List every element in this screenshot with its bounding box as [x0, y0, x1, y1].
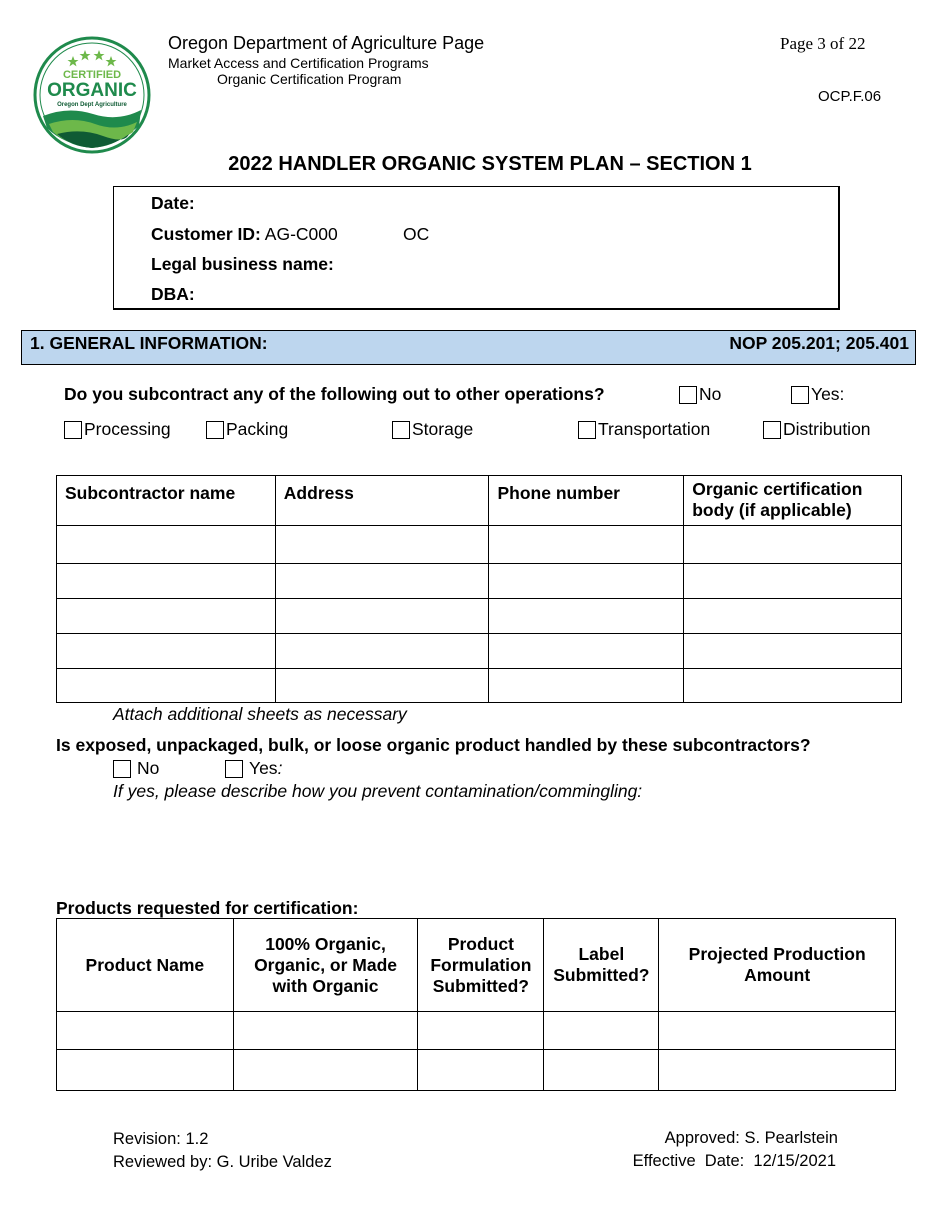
checkbox-icon[interactable]: [225, 760, 243, 778]
footer-reviewed-by: Reviewed by: G. Uribe Valdez: [113, 1153, 332, 1171]
page-number: Page 3 of 22: [780, 34, 866, 53]
footer-revision: Revision: 1.2: [113, 1130, 209, 1148]
table-row: [57, 526, 902, 564]
table-row: [57, 634, 902, 669]
checkbox-icon[interactable]: [763, 421, 781, 439]
table-cell[interactable]: [275, 526, 489, 564]
col-label-submitted: Label Submitted?: [544, 919, 659, 1012]
table-cell[interactable]: [275, 599, 489, 634]
col-certification-body: Organic certification body (if applicable): [684, 476, 902, 526]
products-label: Products requested for certification:: [56, 898, 359, 918]
col-phone-number: Phone number: [489, 476, 684, 526]
checkbox-icon[interactable]: [791, 386, 809, 404]
table-cell[interactable]: [275, 669, 489, 703]
exposed-yes-label: Yes: [249, 758, 278, 778]
customer-id-value: AG-C000: [264, 224, 338, 244]
processing-label: Processing: [84, 419, 171, 439]
table-row: [57, 669, 902, 703]
checkbox-icon[interactable]: [578, 421, 596, 439]
checkbox-icon[interactable]: [206, 421, 224, 439]
products-table: [56, 918, 896, 1091]
table-cell[interactable]: [684, 599, 902, 634]
table-cell[interactable]: [659, 1050, 896, 1091]
header-subtitle-programs: Market Access and Certification Programs: [168, 55, 429, 71]
table-cell[interactable]: [489, 564, 684, 599]
table-cell[interactable]: [233, 1012, 418, 1050]
transportation-checkbox[interactable]: [578, 419, 710, 440]
table-cell[interactable]: [684, 634, 902, 669]
subcontract-yes-checkbox[interactable]: [791, 384, 844, 405]
table-cell[interactable]: [659, 1012, 896, 1050]
table-cell[interactable]: [57, 564, 276, 599]
section-title: 1. GENERAL INFORMATION:: [30, 333, 268, 353]
table-cell[interactable]: [489, 599, 684, 634]
table-cell[interactable]: [57, 1050, 234, 1091]
logo-organic-text: ORGANIC: [47, 80, 137, 101]
exposed-yes-checkbox[interactable]: [225, 758, 282, 779]
table-cell[interactable]: [418, 1012, 544, 1050]
subcontractor-table: [56, 475, 902, 703]
table-cell[interactable]: [544, 1012, 659, 1050]
table-cell[interactable]: [57, 634, 276, 669]
contamination-description-prompt: If yes, please describe how you prevent contamination/commingling:: [113, 781, 643, 801]
table-cell[interactable]: [57, 1012, 234, 1050]
col-address: Address: [275, 476, 489, 526]
header-title: Oregon Department of Agriculture Page: [168, 33, 485, 53]
table-row: [57, 1050, 896, 1091]
table-cell[interactable]: [57, 599, 276, 634]
processing-checkbox[interactable]: [64, 419, 171, 440]
document-title: 2022 HANDLER ORGANIC SYSTEM PLAN – SECTION 1: [228, 153, 752, 175]
distribution-label: Distribution: [783, 419, 871, 439]
header-subtitle-organic: Organic Certification Program: [217, 71, 402, 87]
subcontract-question: Do you subcontract any of the following out to other operations?: [64, 384, 605, 404]
exposed-no-checkbox[interactable]: [113, 758, 159, 779]
customer-id-suffix: OC: [403, 224, 430, 244]
table-cell[interactable]: [57, 526, 276, 564]
subcontract-no-label: No: [699, 384, 722, 404]
identification-box: [113, 186, 840, 310]
checkbox-icon[interactable]: [679, 386, 697, 404]
col-formulation-submitted: Product Formulation Submitted?: [418, 919, 544, 1012]
exposed-no-label: No: [137, 758, 160, 778]
checkbox-icon[interactable]: [64, 421, 82, 439]
col-subcontractor-name: Subcontractor name: [57, 476, 276, 526]
table-cell[interactable]: [544, 1050, 659, 1091]
exposed-product-question: Is exposed, unpackaged, bulk, or loose organic product handled by these subcontractors?: [56, 735, 811, 755]
logo-certified-text: CERTIFIED: [62, 69, 122, 81]
section-header-general-information: [21, 330, 916, 365]
table-cell[interactable]: [57, 669, 276, 703]
exposed-yes-colon: :: [277, 758, 283, 778]
checkbox-icon[interactable]: [392, 421, 410, 439]
table-cell[interactable]: [275, 564, 489, 599]
checkbox-icon[interactable]: [113, 760, 131, 778]
table-cell[interactable]: [489, 634, 684, 669]
table-cell[interactable]: [489, 526, 684, 564]
legal-business-name-label: Legal business name:: [151, 254, 334, 274]
table-cell[interactable]: [233, 1050, 418, 1091]
subcontract-yes-label: Yes:: [811, 384, 845, 404]
table-row: [57, 599, 902, 634]
storage-checkbox[interactable]: [392, 419, 473, 440]
col-projected-production: Projected Production Amount: [659, 919, 896, 1012]
table-cell[interactable]: [275, 634, 489, 669]
table-row: [57, 1012, 896, 1050]
section-reference: NOP 205.201; 205.401: [729, 333, 909, 353]
col-organic-category: 100% Organic, Organic, or Made with Organic: [233, 919, 418, 1012]
packing-label: Packing: [226, 419, 289, 439]
table-row: [57, 564, 902, 599]
distribution-checkbox[interactable]: [763, 419, 871, 440]
transportation-label: Transportation: [598, 419, 711, 439]
packing-checkbox[interactable]: [206, 419, 288, 440]
footer-effective-date: Effective Date: 12/15/2021: [632, 1152, 836, 1170]
table-cell[interactable]: [684, 564, 902, 599]
subcontract-no-checkbox[interactable]: [679, 384, 721, 405]
logo-oda-text: Oregon Dept Agriculture: [57, 102, 127, 108]
table-cell[interactable]: [684, 669, 902, 703]
customer-id-label: Customer ID:: [151, 224, 261, 244]
certified-organic-logo: [33, 36, 151, 154]
table-cell[interactable]: [684, 526, 902, 564]
table-cell[interactable]: [489, 669, 684, 703]
table-cell[interactable]: [418, 1050, 544, 1091]
form-code: OCP.F.06: [818, 88, 882, 105]
dba-label: DBA:: [151, 284, 195, 304]
attach-note: Attach additional sheets as necessary: [113, 704, 407, 724]
storage-label: Storage: [412, 419, 474, 439]
col-product-name: Product Name: [57, 919, 234, 1012]
footer-approved-by: Approved: S. Pearlstein: [664, 1129, 838, 1147]
date-label: Date:: [151, 193, 195, 213]
